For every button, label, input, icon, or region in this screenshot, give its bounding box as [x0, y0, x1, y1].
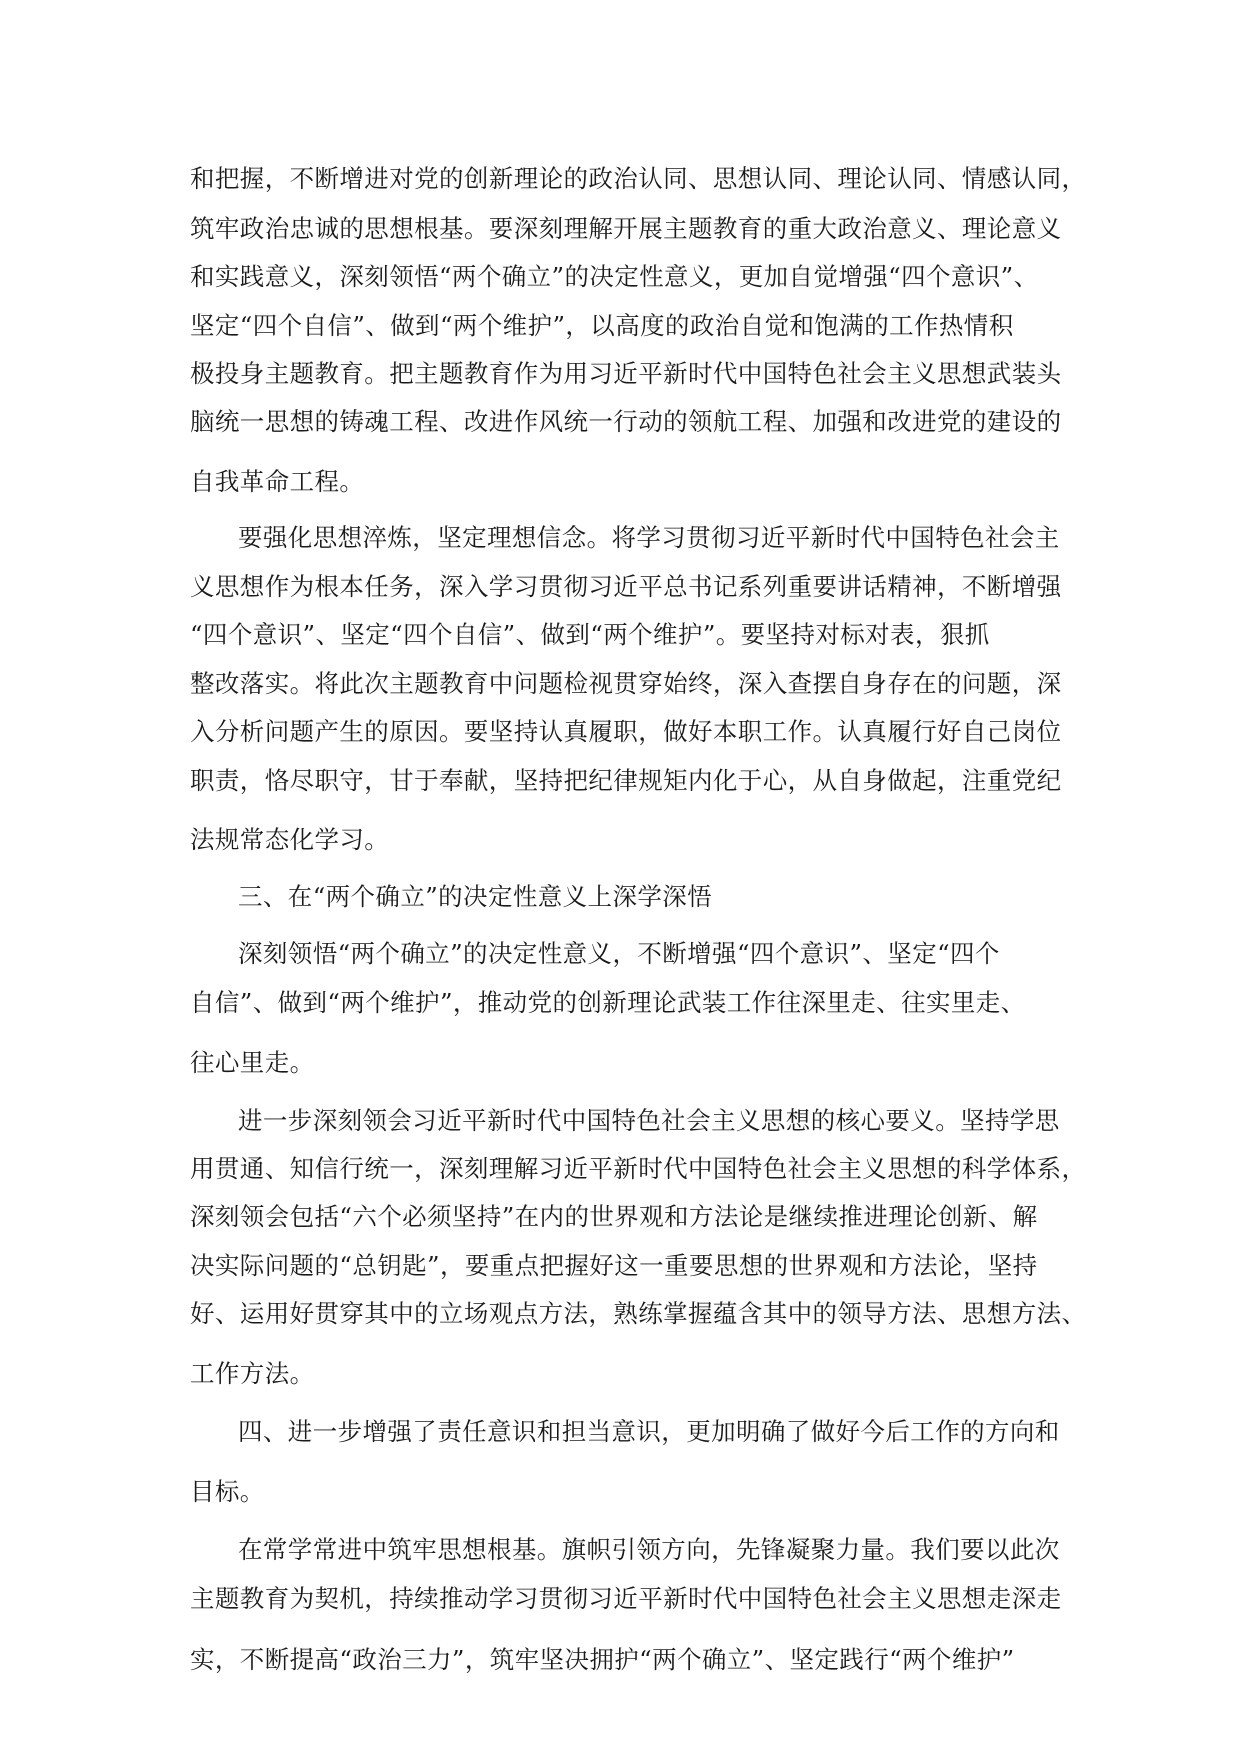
text-line: 坚定“四个自信”、做到“两个维护”，以高度的政治自觉和饱满的工作热情积: [190, 311, 1014, 340]
text-line: 工作方法。: [190, 1359, 315, 1388]
text-line: 和实践意义，深刻领悟“两个确立”的决定性意义，更加自觉增强“四个意识”、: [190, 262, 1039, 291]
text-line: 整改落实。将此次主题教育中问题检视贯穿始终，深入查摆自身存在的问题，深: [190, 669, 1062, 698]
text-line: 决实际问题的“总钥匙”，要重点把握好这一重要思想的世界观和方法论，坚持: [190, 1251, 1038, 1280]
text-line: 主题教育为契机，持续推动学习贯彻习近平新时代中国特色社会主义思想走深走: [190, 1584, 1062, 1613]
text-line: 脑统一思想的铸魂工程、改进作风统一行动的领航工程、加强和改进党的建设的: [190, 407, 1062, 436]
section-heading-continued: 目标。: [190, 1477, 265, 1506]
text-line: 法规常态化学习。: [190, 825, 390, 854]
section-heading: 四、进一步增强了责任意识和担当意识，更加明确了做好今后工作的方向和: [238, 1417, 1060, 1446]
text-line: 深刻领会包括“六个必须坚持”在内的世界观和方法论是继续推进理论创新、解: [190, 1202, 1038, 1231]
section-heading: 三、在“两个确立”的决定性意义上深学深悟: [238, 882, 713, 911]
text-line: “四个意识”、坚定“四个自信”、做到“两个维护”。要坚持对标对表，狠抓: [190, 620, 990, 649]
text-line: 往心里走。: [190, 1048, 315, 1077]
text-line: 筑牢政治忠诚的思想根基。要深刻理解开展主题教育的重大政治意义、理论意义: [190, 214, 1062, 243]
paragraph-first-line: 深刻领悟“两个确立”的决定性意义，不断增强“四个意识”、坚定“四个: [238, 939, 1000, 968]
text-line: 入分析问题产生的原因。要坚持认真履职，做好本职工作。认真履行好自己岗位: [190, 717, 1062, 746]
text-line: 和把握，不断增进对党的创新理论的政治认同、思想认同、理论认同、情感认同，: [190, 164, 1087, 193]
text-line: 义思想作为根本任务，深入学习贯彻习近平总书记系列重要讲话精神，不断增强: [190, 572, 1062, 601]
paragraph-first-line: 在常学常进中筑牢思想根基。旗帜引领方向，先锋凝聚力量。我们要以此次: [238, 1535, 1060, 1564]
text-line: 实，不断提高“政治三力”，筑牢坚决拥护“两个确立”、坚定践行“两个维护”: [190, 1645, 1015, 1674]
text-line: 用贯通、知信行统一，深刻理解习近平新时代中国特色社会主义思想的科学体系，: [190, 1154, 1087, 1183]
paragraph-first-line: 要强化思想淬炼，坚定理想信念。将学习贯彻习近平新时代中国特色社会主: [238, 523, 1060, 552]
text-line: 极投身主题教育。把主题教育作为用习近平新时代中国特色社会主义思想武装头: [190, 359, 1062, 388]
text-line: 自我革命工程。: [190, 467, 365, 496]
text-line: 好、运用好贯穿其中的立场观点方法，熟练掌握蕴含其中的领导方法、思想方法、: [190, 1299, 1087, 1328]
paragraph-first-line: 进一步深刻领会习近平新时代中国特色社会主义思想的核心要义。坚持学思: [238, 1106, 1060, 1135]
text-line: 职责，恪尽职守，甘于奉献，坚持把纪律规矩内化于心，从自身做起，注重党纪: [190, 766, 1062, 795]
text-line: 自信”、做到“两个维护”，推动党的创新理论武装工作往深里走、往实里走、: [190, 988, 1026, 1017]
